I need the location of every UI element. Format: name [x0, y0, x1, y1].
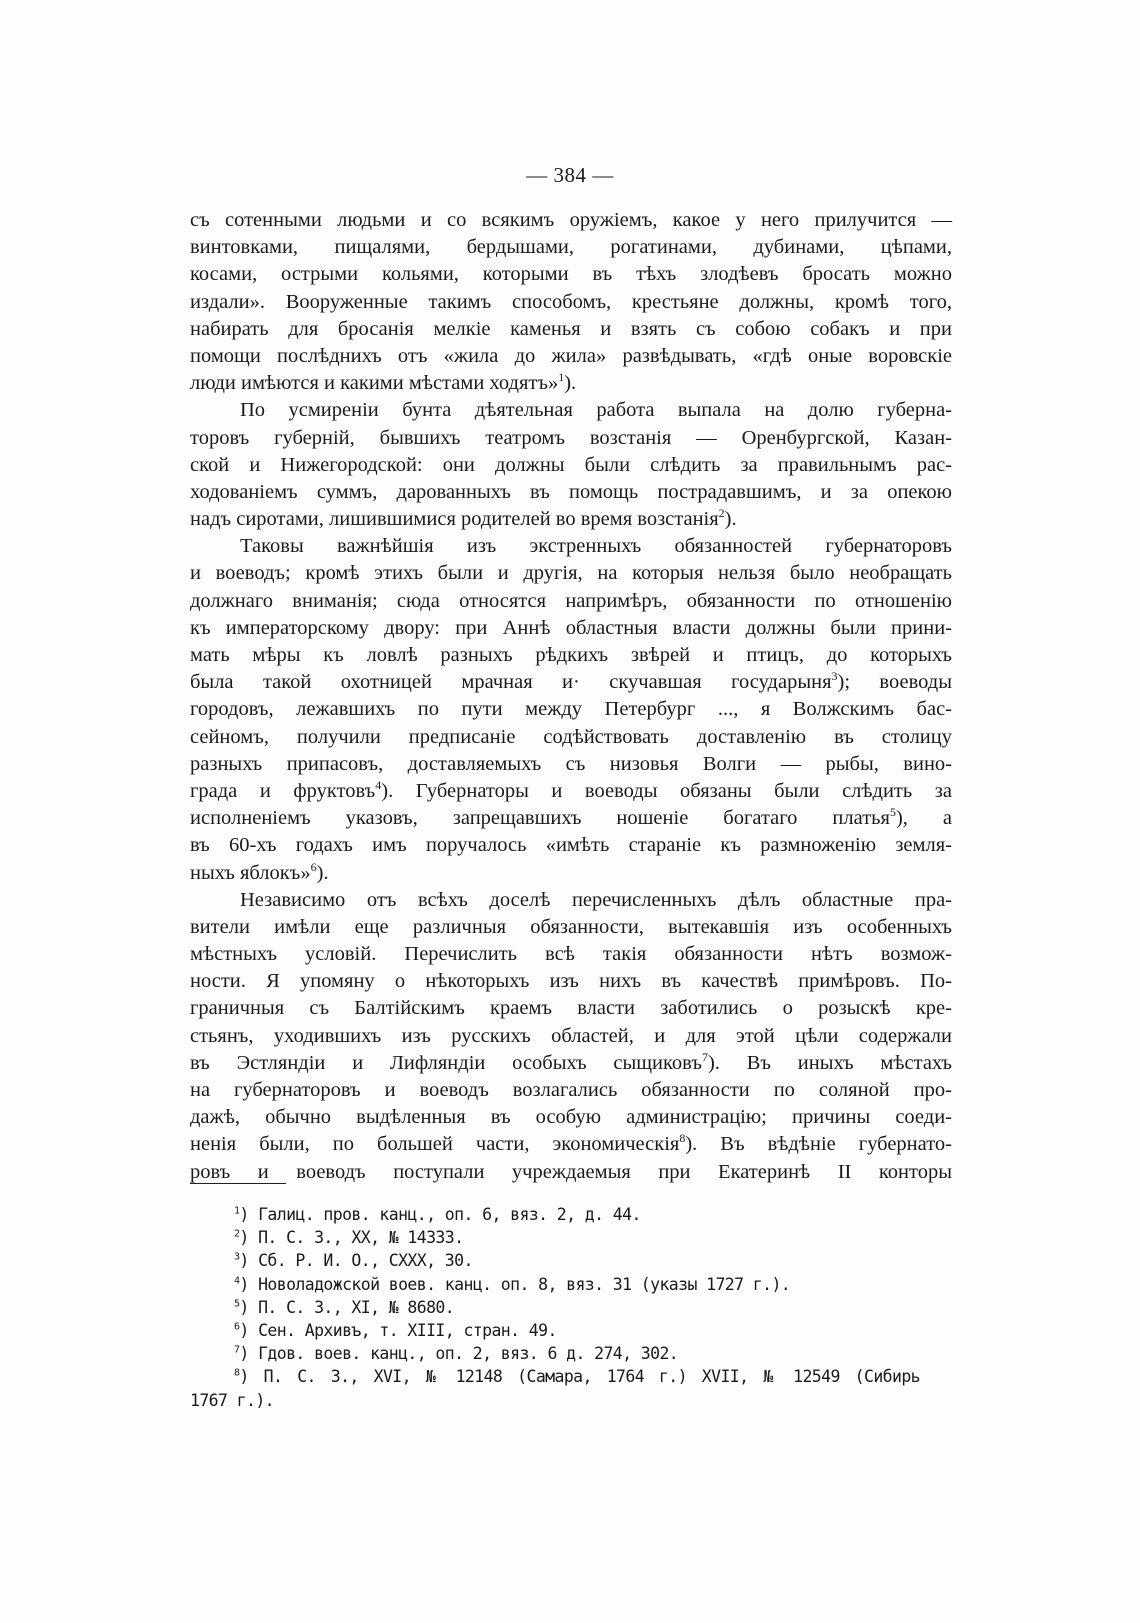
footnote-mark: 3 [234, 1251, 240, 1263]
text-segment: исполненіемъ указовъ, запрещавшихъ ношеніе богатаго платья [190, 807, 890, 830]
text-line: разныхъ припасовъ, доставляемыхъ съ низовья Волги — рыбы, вино- [190, 752, 952, 775]
footnote-ref: 4 [375, 778, 382, 793]
text-line [190, 805, 952, 832]
text-line [190, 669, 952, 696]
text-segment: ). [564, 372, 577, 395]
text-segment: града и фруктовъ [190, 779, 376, 802]
footnote: $^6$) Сен. Архивъ, т. XIII, стран. 49. [234, 1320, 557, 1340]
paragraph-start-line: По усмиреніи бунта дѣятельная работа выпала на долю губерна- [240, 399, 952, 422]
footnote: $^8$) П. С. З., XVI, № 12148 (Самара, 1764 г.) XVII, № 12549 (Сибирь [234, 1367, 920, 1387]
text-segment: ныхъ яблокъ» [190, 861, 311, 884]
text-line: должнаго вниманія; сюда относятся напримѣръ, обязанности по отношенію [190, 589, 952, 612]
footnote-ref: 1 [558, 370, 565, 385]
text-line: на губернаторовъ и воеводъ возлагались обязанности по соляной про- [190, 1079, 952, 1101]
text-segment: ); воеводы [837, 671, 952, 694]
footnote-text: П. С. З., XX, № 14333. [258, 1228, 464, 1248]
text-line [190, 1050, 952, 1077]
footnote-text: Галиц. пров. канц., оп. 6, вяз. 2, д. 44. [258, 1205, 641, 1224]
text-line [190, 778, 952, 805]
text-line [190, 1131, 952, 1158]
text-line: винтовками, пищалями, бердышами, рогатинами, дубинами, цѣпами, [190, 236, 952, 259]
text-line: сейномъ, получили предписаніе содѣйствовать доставленію въ столицу [190, 725, 952, 748]
text-line: мѣстныхъ условій. Перечислить всѣ такія обязанности нѣтъ возмож- [190, 943, 952, 966]
text-line: въ 60-хъ годахъ имъ поручалось «имѣть стараніе къ размноженію земля- [190, 834, 952, 857]
page-number: — 384 — [526, 163, 614, 187]
footnote-ref: 5 [889, 805, 896, 820]
text-line: набирать для бросанія мелкіе каменья и взять съ собою собакъ и при [190, 317, 952, 340]
footnote-mark: 6 [234, 1321, 240, 1333]
text-line: стьянъ, уходившихъ изъ русскихъ областей, и для этой цѣли содержали [190, 1024, 952, 1047]
text-line: мать мѣры къ ловлѣ разныхъ рѣдкихъ звѣрей и птицъ, до которыхъ [190, 644, 952, 666]
footnote-text: Сен. Архивъ, т. XIII, стран. 49. [258, 1320, 557, 1340]
footnote-text: Новоладожской воев. канц. оп. 8, вяз. 31 (указы 1727 г.). [258, 1274, 791, 1294]
text-line: граничныя съ Балтійскимъ краемъ власти заботились о розыскѣ кре- [190, 997, 952, 1020]
text-segment: ненія были, по большей части, экономическія [190, 1133, 680, 1156]
text-line [190, 506, 952, 533]
footnote-text: Сб. Р. И. О., CXXX, 30. [258, 1251, 473, 1271]
footnote: $^5$) П. С. З., XI, № 8680. [234, 1297, 455, 1317]
text-line: ровъ и воеводъ поступали учреждаемыя при Екатеринѣ II конторы [190, 1160, 952, 1183]
body-text [190, 207, 952, 1186]
footnote-text: П. С. З., XI, № 8680. [258, 1297, 455, 1317]
footnote-ref: 7 [701, 1049, 708, 1064]
text-segment: ). Въ иныхъ мѣстахъ [707, 1051, 952, 1074]
text-segment: надъ сиротами, лишившимися родителей во время возстанія [190, 508, 719, 531]
text-segment: въ Эстляндіи и Лифляндіи особыхъ сыщиковъ [190, 1051, 702, 1074]
text-line: вители имѣли еще различныя обязанности, вытекавшія изъ особенныхъ [190, 915, 952, 938]
text-segment: ), а [895, 807, 952, 830]
footnote: $^7$) Гдов. воев. канц., оп. 2, вяз. 6 д. 274, 302. [234, 1344, 679, 1364]
footnote-text: Гдов. воев. канц., оп. 2, вяз. 6 д. 274, 302. [258, 1344, 679, 1364]
text-segment: ). Въ вѣдѣніе губернато- [685, 1133, 952, 1156]
footnote-mark: 7 [234, 1344, 240, 1356]
paragraph-start-line: Таковы важнѣйшія изъ экстренныхъ обязанностей губернаторовъ [240, 535, 952, 558]
text-segment: была такой охотницей мрачная и· скучавшая государыня [190, 671, 832, 694]
text-segment: люди имѣются и какими мѣстами ходятъ» [190, 372, 559, 395]
text-line: къ императорскому двору: при Аннѣ областныя власти должны были прини- [190, 616, 952, 639]
footnote-mark: 2 [234, 1228, 240, 1240]
text-line: съ сотенными людьми и со всякимъ оружіемъ, какое у него прилучится — [190, 209, 952, 231]
footnote-mark: 5 [234, 1298, 240, 1310]
paragraph-start-line: Независимо отъ всѣхъ доселѣ перечисленныхъ дѣлъ областные пра- [240, 888, 952, 911]
text-line: ности. Я упомяну о нѣкоторыхъ изъ нихъ въ качествѣ примѣровъ. По- [190, 970, 952, 993]
text-line: ской и Нижегородской: они должны были слѣдить за правильнымъ рас- [190, 453, 952, 476]
footnote-separator [190, 1183, 286, 1184]
footnote-continuation: 1767 г.). [190, 1390, 275, 1410]
text-line [190, 370, 952, 397]
text-line: городовъ, лежавшихъ по пути между Петербург ..., я Волжскимъ бас- [190, 698, 952, 721]
text-segment: ). [316, 861, 329, 884]
text-line: и воеводъ; кромѣ этихъ были и другія, на которыя нельзя было необращать [190, 562, 952, 585]
text-line: издали». Вооруженные такимъ способомъ, крестьяне должны, кромѣ того, [190, 290, 952, 313]
text-line [190, 860, 952, 887]
text-line: ходованіемъ суммъ, дарованныхъ въ помощь пострадавшимъ, и за опекою [190, 480, 952, 503]
footnote-ref: 6 [310, 859, 317, 874]
footnote: $^3$) Сб. Р. И. О., CXXX, 30. [234, 1251, 473, 1271]
text-segment: ). [724, 508, 737, 531]
text-line: торовъ губерній, бывшихъ театромъ возстанія — Оренбургской, Казан- [190, 426, 952, 449]
footnote-mark: 8 [234, 1367, 240, 1379]
footnotes [190, 1203, 920, 1412]
footnote-mark: 1 [234, 1205, 240, 1217]
footnote-ref: 8 [679, 1131, 686, 1146]
text-line: косами, острыми кольями, которыми въ тѣхъ злодѣевъ бросать можно [190, 263, 952, 286]
text-line: дажѣ, обычно выдѣленныя въ особую администрацію; причины соеди- [190, 1106, 952, 1129]
text-segment: ). Губернаторы и воеводы обязаны были слѣдить за [381, 779, 952, 802]
text-line: помощи послѣднихъ отъ «жила до жила» развѣдывать, «гдѣ оные воровскіе [190, 344, 952, 367]
footnote: $^1$) Галиц. пров. канц., оп. 6, вяз. 2, д. 44. [234, 1205, 641, 1224]
footnote-text: П. С. З., XVI, № 12148 (Самара, 1764 г.) XVII, № 12549 (Сибирь [263, 1367, 920, 1387]
footnote: $^2$) П. С. З., XX, № 14333. [234, 1228, 464, 1248]
footnote-ref: 3 [831, 669, 838, 684]
footnote-ref: 2 [718, 506, 725, 521]
footnote-mark: 4 [234, 1275, 240, 1287]
footnote: $^4$) Новоладожской воев. канц. оп. 8, вяз. 31 (указы 1727 г.). [234, 1274, 791, 1294]
